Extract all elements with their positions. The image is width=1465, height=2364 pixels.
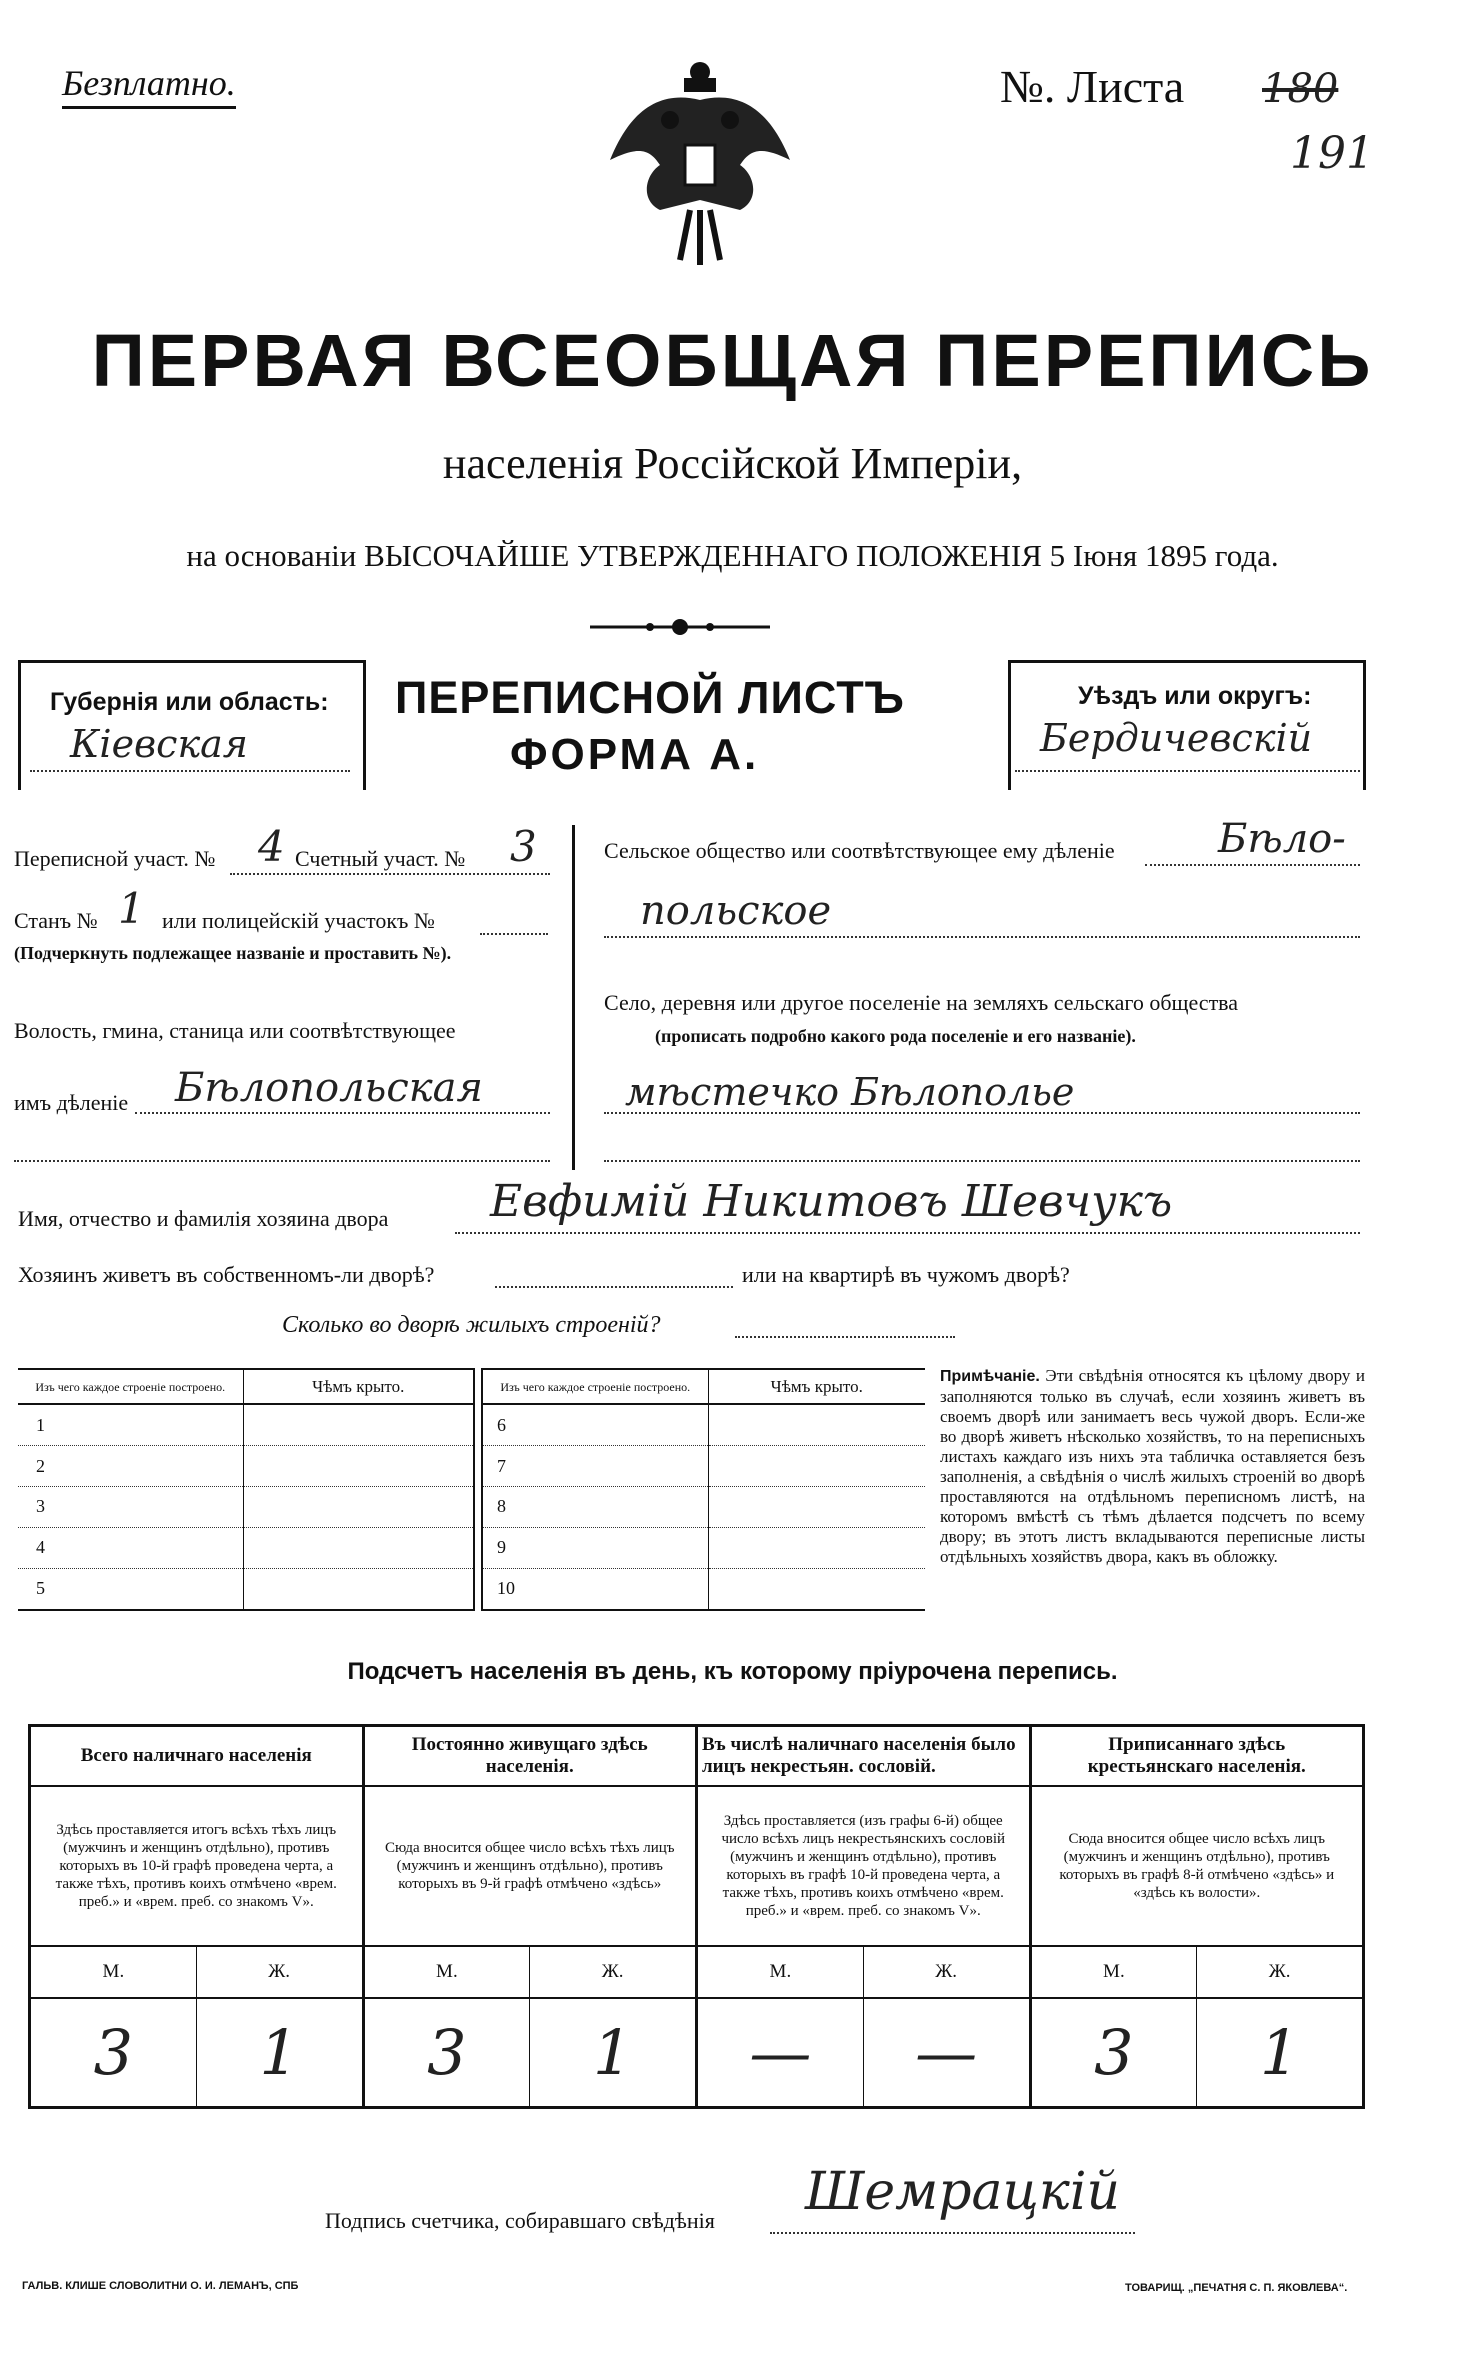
- signature-line: [770, 2232, 1135, 2234]
- col-material-left: Изъ чего каждое строеніе построено.: [18, 1369, 243, 1404]
- note-block: [940, 1366, 1365, 1567]
- owner-name-value: Евфимій Никитовъ Шевчукъ: [490, 1176, 1173, 1227]
- double-headed-eagle-icon: [600, 50, 800, 270]
- signature-label: Подпись счетчика, собиравшаго свѣдѣнія: [325, 2208, 715, 2233]
- note-title: Примѣчаніе.: [940, 1368, 1040, 1385]
- female-count: —: [863, 1998, 1030, 2108]
- province-line: [30, 770, 350, 772]
- volost-line-2: [14, 1160, 550, 1162]
- building-row-number: 5: [18, 1568, 243, 1610]
- male-count: —: [697, 1998, 864, 2108]
- form-title: ФОРМА А.: [510, 730, 760, 779]
- count-area-value: 3: [510, 822, 537, 871]
- village-value: мѣстечко Бѣлополье: [625, 1070, 1075, 1114]
- buildings-line: [735, 1336, 955, 1338]
- male-label: М.: [697, 1946, 864, 1998]
- col-roof-right: Чѣмъ крыто.: [770, 1376, 863, 1396]
- census-area-value: 4: [258, 822, 285, 871]
- basis-line: на основаніи ВЫСОЧАЙШЕ УТВЕРЖДЕННАГО ПОЛОЖЕНІЯ 5 Іюня 1895 года.: [186, 538, 1279, 573]
- count-area-label: Счетный участ. №: [295, 846, 466, 871]
- building-row-number: 9: [483, 1527, 708, 1568]
- main-title: ПЕРВАЯ ВСЕОБЩАЯ ПЕРЕПИСЬ: [91, 319, 1374, 402]
- village-note: (прописать подробно какого рода поселеніе и его названіе).: [655, 1026, 1136, 1046]
- volost-label: Волость, гмина, станица или соотвѣтствующее: [14, 1018, 456, 1043]
- police-label: или полицейскій участокъ №: [162, 908, 435, 933]
- owner-name-label: Имя, отчество и фамилія хозяина двора: [18, 1206, 389, 1231]
- female-count: 1: [196, 1998, 363, 2108]
- residence-line: [495, 1286, 733, 1288]
- buildings-question: Сколько во дворѣ жилыхъ строеній?: [282, 1312, 661, 1338]
- pop-col-header: Приписаннаго здѣсь крестьянскаго населенія.: [1087, 1733, 1306, 1777]
- population-table: [28, 1724, 1365, 2109]
- female-label: Ж.: [863, 1946, 1030, 1998]
- male-label: М.: [1030, 1946, 1197, 1998]
- female-count: 1: [530, 1998, 697, 2108]
- province-label: Губернія или область:: [50, 688, 329, 716]
- free-label: Безплатно.: [62, 62, 236, 109]
- male-label: М.: [363, 1946, 530, 1998]
- underline-note: (Подчеркнуть подлежащее названіе и проставить №).: [14, 943, 452, 963]
- sheet-number-label: №. Листа: [1000, 61, 1185, 112]
- building-row-number: 3: [18, 1487, 243, 1528]
- stan-value: 1: [118, 884, 145, 933]
- village-line: [604, 1112, 1360, 1114]
- note-text: Эти свѣдѣнія относятся къ цѣлому двору и заполняются только въ случаѣ, если хозяинъ живетъ въ своемъ дворѣ или занимаетъ весь чужой дворъ. Если-же во дворѣ живетъ нѣсколько хозяйствъ, то на переписныхъ листахъ каждаго изъ нихъ эта табличка оставляется безъ заполненія, а свѣдѣнія о числѣ жилыхъ строеній во дворѣ проставляются на отдѣльномъ переписномъ листѣ, на которомъ вмѣстѣ съ тѣмъ дѣлается подсчетъ по всему двору; въ этотъ листъ вкладываются переписные листы отдѣльныхъ хозяйствъ двора, какъ въ обложку.: [940, 1366, 1365, 1566]
- district-line: [1015, 770, 1360, 772]
- pop-col-header: Въ числѣ наличнаго населенія было лицъ некрестьян. сословій.: [697, 1726, 1031, 1786]
- fields-divider: [572, 825, 575, 1170]
- pop-col-header: Постоянно живущаго здѣсь населенія.: [363, 1726, 697, 1786]
- pop-col-desc: Сюда вносится общее число всѣхъ лицъ (мужчинъ и женщинъ отдѣльно), противъ которыхъ въ графѣ 8-й отмѣчено «здѣсь» и «здѣсь къ волости».: [1059, 1830, 1335, 1901]
- pop-col-desc: Здѣсь проставляется итогъ всѣхъ тѣхъ лицъ (мужчинъ и женщинъ отдѣльно), противъ которыхъ въ 10-й графѣ проведена черта, а также тѣхъ, противъ коихъ отмѣчено «врем. преб.» и «врем. преб. со знакомъ V».: [30, 1786, 364, 1946]
- residence-label: Хозяинъ живетъ въ собственномъ-ли дворѣ?: [18, 1262, 435, 1287]
- society-value-1: Бѣло-: [1218, 816, 1346, 862]
- female-label: Ж.: [1268, 1960, 1291, 1982]
- building-row-number: 10: [483, 1568, 708, 1610]
- district-label: Уѣздъ или округъ:: [1078, 682, 1312, 710]
- society-line: [1145, 864, 1360, 866]
- building-row-number: 7: [483, 1446, 708, 1487]
- society-value-2: польское: [640, 888, 832, 934]
- female-count: 1: [1259, 2015, 1300, 2089]
- police-line: [480, 933, 548, 935]
- stan-label: Станъ №: [14, 908, 98, 933]
- ornament-divider: [580, 612, 780, 642]
- building-row-number: 6: [483, 1404, 708, 1446]
- male-count: 3: [363, 1998, 530, 2108]
- building-row-number: 8: [483, 1487, 708, 1528]
- col-material-right: Изъ чего каждое строеніе построено.: [483, 1369, 708, 1404]
- sheet-title: ПЕРЕПИСНОЙ ЛИСТЪ: [395, 672, 905, 723]
- footer-left: ГАЛЬВ. КЛИШЕ СЛОВОЛИТНИ О. И. ЛЕМАНЪ, СПБ: [22, 2280, 299, 2292]
- residence-alt: или на квартирѣ въ чужомъ дворѣ?: [742, 1262, 1070, 1287]
- pop-col-header: Всего наличнаго населенія: [30, 1726, 364, 1786]
- pop-col-desc: Здѣсь проставляется (изъ графы 6-й) общее число всѣхъ лицъ некрестьянскихъ сословій (мужчинъ и женщинъ отдѣльно), противъ которыхъ въ графѣ 10-й проведена черта, а также тѣхъ, противъ коихъ отмѣчено «врем. преб.» и «врем. преб. со знакомъ V».: [697, 1786, 1031, 1946]
- volost-value: Бѣлопольская: [175, 1065, 483, 1111]
- volost-line: [135, 1112, 550, 1114]
- province-value: Кіевская: [70, 722, 248, 766]
- building-row-number: 1: [18, 1404, 243, 1446]
- village-label: Село, деревня или другое поселеніе на земляхъ сельскаго общества: [604, 990, 1239, 1015]
- society-line-2: [604, 936, 1360, 938]
- male-label: М.: [30, 1946, 197, 1998]
- village-line-2: [604, 1160, 1360, 1162]
- building-row-number: 4: [18, 1527, 243, 1568]
- pop-col-desc: Сюда вносится общее число всѣхъ тѣхъ лицъ (мужчинъ и женщинъ отдѣльно), противъ которыхъ въ 9-й графѣ отмѣчено «здѣсь»: [363, 1786, 697, 1946]
- signature-value: Шемрацкій: [805, 2162, 1120, 2222]
- sheet-number-new: 191: [1290, 128, 1374, 179]
- society-label: Сельское общество или соотвѣтствующее ему дѣленіе: [604, 838, 1115, 863]
- col-roof-left: Чѣмъ крыто.: [312, 1376, 405, 1396]
- census-area-label: Переписной участ. №: [14, 846, 216, 871]
- sheet-number-old: 180: [1262, 66, 1339, 112]
- district-value: Бердичевскій: [1040, 716, 1313, 760]
- population-title: Подсчетъ населенія въ день, къ которому пріурочена перепись.: [347, 1658, 1118, 1685]
- footer-right: ТОВАРИЩ. „ПЕЧАТНЯ С. П. ЯКОВЛЕВА“.: [1125, 2282, 1348, 2294]
- female-label: Ж.: [196, 1946, 363, 1998]
- building-row-number: 2: [18, 1446, 243, 1487]
- female-label: Ж.: [530, 1946, 697, 1998]
- sub-title: населенія Россійской Имперіи,: [442, 439, 1023, 488]
- census-area-line: [230, 873, 550, 875]
- volost-label-2: имъ дѣленіе: [14, 1090, 129, 1115]
- buildings-table: [18, 1368, 925, 1611]
- owner-name-line: [455, 1232, 1360, 1234]
- male-count: 3: [30, 1998, 197, 2108]
- male-count: 3: [1030, 1998, 1197, 2108]
